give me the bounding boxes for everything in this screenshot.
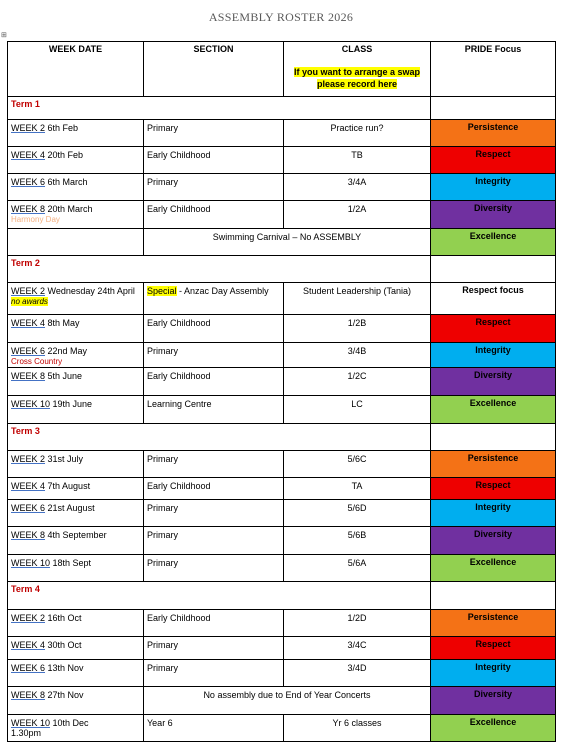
week-label: WEEK 6 bbox=[11, 663, 46, 673]
focus-cell-empty bbox=[431, 424, 556, 451]
table-row bbox=[8, 120, 556, 147]
table-move-handle[interactable]: ⊞ bbox=[1, 32, 7, 39]
table-row bbox=[8, 715, 556, 742]
section-highlight: Special bbox=[147, 286, 177, 296]
date-label: 16th Oct bbox=[47, 613, 82, 623]
date-label: 20th March bbox=[47, 204, 93, 214]
roster-body bbox=[8, 97, 556, 742]
date-label: 6th Feb bbox=[47, 123, 79, 133]
class-cell[interactable]: TA bbox=[284, 478, 431, 500]
date-label: 7th August bbox=[47, 481, 91, 491]
table-row bbox=[8, 174, 556, 201]
section-cell[interactable] bbox=[144, 500, 284, 527]
table-row bbox=[8, 315, 556, 343]
section-cell[interactable] bbox=[144, 610, 284, 637]
section-label: Early Childhood bbox=[147, 613, 211, 623]
class-cell[interactable]: 5/6C bbox=[284, 451, 431, 478]
term-label: Term 4 bbox=[8, 582, 431, 610]
class-cell[interactable]: 5/6B bbox=[284, 527, 431, 555]
week-date-cell[interactable] bbox=[8, 315, 144, 343]
class-cell[interactable]: 5/6A bbox=[284, 555, 431, 582]
class-cell[interactable]: 3/4B bbox=[284, 343, 431, 368]
class-cell[interactable]: Practice run? bbox=[284, 120, 431, 147]
week-label: WEEK 8 bbox=[11, 530, 46, 540]
section-cell[interactable] bbox=[144, 368, 284, 396]
class-cell[interactable]: Yr 6 classes bbox=[284, 715, 431, 742]
focus-cell-empty bbox=[431, 97, 556, 120]
date-label: 27th Nov bbox=[47, 690, 84, 700]
week-date-cell[interactable] bbox=[8, 201, 144, 229]
date-label: 18th Sept bbox=[52, 558, 92, 568]
term-row bbox=[8, 256, 556, 283]
focus-cell-empty bbox=[431, 256, 556, 283]
class-cell[interactable]: LC bbox=[284, 396, 431, 424]
week-date-cell[interactable] bbox=[8, 283, 144, 315]
document-title: ASSEMBLY ROSTER 2026 bbox=[208, 10, 354, 24]
week-date-cell[interactable] bbox=[8, 637, 144, 660]
term-label: Term 1 bbox=[8, 97, 431, 120]
week-label: WEEK 8 bbox=[11, 690, 46, 700]
week-label: WEEK 2 bbox=[11, 454, 46, 464]
table-row bbox=[8, 660, 556, 687]
header-pride-focus: PRIDE Focus bbox=[431, 42, 556, 97]
week-label: WEEK 4 bbox=[11, 318, 46, 328]
week-label: WEEK 8 bbox=[11, 204, 46, 214]
section-cell[interactable] bbox=[144, 147, 284, 174]
table-row bbox=[8, 500, 556, 527]
date-note: Cross Country bbox=[11, 357, 63, 366]
pride-focus-cell: Excellence bbox=[431, 396, 556, 424]
pride-focus-cell: Diversity bbox=[431, 368, 556, 396]
class-cell[interactable]: 1/2D bbox=[284, 610, 431, 637]
section-cell[interactable] bbox=[144, 637, 284, 660]
week-label: WEEK 8 bbox=[11, 371, 46, 381]
pride-focus-cell: Persistence bbox=[431, 451, 556, 478]
pride-focus-cell: Persistence bbox=[431, 610, 556, 637]
class-cell[interactable]: 3/4C bbox=[284, 637, 431, 660]
table-row bbox=[8, 396, 556, 424]
section-cell[interactable] bbox=[144, 555, 284, 582]
pride-focus-cell: Diversity bbox=[431, 201, 556, 229]
section-cell[interactable] bbox=[144, 120, 284, 147]
week-label: WEEK 10 bbox=[11, 558, 51, 568]
section-label: Learning Centre bbox=[147, 399, 212, 409]
table-row bbox=[8, 368, 556, 396]
class-cell[interactable]: 3/4D bbox=[284, 660, 431, 687]
week-date-cell[interactable] bbox=[8, 343, 144, 368]
swap-note: If you want to arrange a swap please record here bbox=[293, 67, 421, 89]
header-week-date: WEEK DATE bbox=[8, 42, 144, 97]
pride-focus-cell: Persistence bbox=[431, 120, 556, 147]
pride-focus-cell: Excellence bbox=[431, 555, 556, 582]
swap-note-wrap bbox=[284, 66, 430, 90]
header-class-label: CLASS bbox=[341, 44, 373, 54]
pride-focus-cell: Integrity bbox=[431, 660, 556, 687]
section-label: Primary bbox=[147, 177, 178, 187]
section-label: Primary bbox=[147, 123, 178, 133]
date-label: 4th September bbox=[47, 530, 107, 540]
table-row bbox=[8, 610, 556, 637]
section-cell[interactable] bbox=[144, 396, 284, 424]
section-cell[interactable] bbox=[144, 201, 284, 229]
section-cell[interactable] bbox=[144, 478, 284, 500]
pride-focus-cell: Diversity bbox=[431, 527, 556, 555]
pride-focus-cell: Integrity bbox=[431, 500, 556, 527]
week-date-cell[interactable] bbox=[8, 555, 144, 582]
week-date-cell[interactable] bbox=[8, 500, 144, 527]
section-cell[interactable] bbox=[144, 527, 284, 555]
table-row bbox=[8, 451, 556, 478]
week-label: WEEK 4 bbox=[11, 481, 46, 491]
section-label: Primary bbox=[147, 346, 178, 356]
week-date-cell[interactable] bbox=[8, 174, 144, 201]
section-cell[interactable] bbox=[144, 283, 284, 315]
date-label: 22nd May bbox=[47, 346, 88, 356]
week-label: WEEK 2 bbox=[11, 123, 46, 133]
table-row bbox=[8, 229, 556, 256]
date-label: 6th March bbox=[47, 177, 88, 187]
table-row bbox=[8, 283, 556, 315]
date-label: 13th Nov bbox=[47, 663, 84, 673]
section-label: Primary bbox=[147, 558, 178, 568]
date-label: 31st July bbox=[47, 454, 84, 464]
week-label: WEEK 6 bbox=[11, 177, 46, 187]
class-cell[interactable]: TB bbox=[284, 147, 431, 174]
class-cell[interactable]: 1/2A bbox=[284, 201, 431, 229]
section-label: Year 6 bbox=[147, 718, 173, 728]
no-assembly-note[interactable]: Swimming Carnival – No ASSEMBLY bbox=[144, 229, 431, 256]
week-label: WEEK 2 bbox=[11, 286, 46, 296]
pride-focus-cell: Respect bbox=[431, 147, 556, 174]
header-row bbox=[8, 42, 556, 97]
week-label: WEEK 10 bbox=[11, 718, 51, 728]
section-label: Early Childhood bbox=[147, 150, 211, 160]
pride-focus-cell: Respect bbox=[431, 478, 556, 500]
week-date-cell[interactable] bbox=[8, 368, 144, 396]
date-label: 5th June bbox=[47, 371, 83, 381]
pride-focus-cell: Respect bbox=[431, 315, 556, 343]
week-date-cell[interactable] bbox=[8, 715, 144, 742]
class-cell[interactable]: Student Leadership (Tania) bbox=[284, 283, 431, 315]
table-row bbox=[8, 555, 556, 582]
section-cell[interactable] bbox=[144, 174, 284, 201]
week-label: WEEK 2 bbox=[11, 613, 46, 623]
section-label: Primary bbox=[147, 663, 178, 673]
class-cell[interactable]: 1/2C bbox=[284, 368, 431, 396]
pride-focus-cell: Excellence bbox=[431, 229, 556, 256]
date-note: Harmony Day bbox=[11, 215, 60, 224]
no-assembly-note[interactable]: No assembly due to End of Year Concerts bbox=[144, 687, 431, 715]
table-row bbox=[8, 147, 556, 174]
week-label: WEEK 6 bbox=[11, 503, 46, 513]
section-cell[interactable] bbox=[144, 343, 284, 368]
date-note: 1.30pm bbox=[11, 728, 42, 738]
week-date-cell[interactable] bbox=[8, 147, 144, 174]
section-label: Primary bbox=[147, 530, 178, 540]
date-label: 21st August bbox=[47, 503, 95, 513]
class-cell[interactable]: 5/6D bbox=[284, 500, 431, 527]
section-label: Primary bbox=[147, 454, 178, 464]
date-note: no awards bbox=[11, 297, 48, 306]
pride-focus-cell: Integrity bbox=[431, 343, 556, 368]
pride-focus-cell: Respect focus bbox=[431, 283, 556, 315]
section-label: Primary bbox=[147, 503, 178, 513]
week-date-cell[interactable] bbox=[8, 451, 144, 478]
week-date-cell[interactable] bbox=[8, 610, 144, 637]
section-label: - Anzac Day Assembly bbox=[179, 286, 269, 296]
pride-focus-cell: Diversity bbox=[431, 687, 556, 715]
table-row bbox=[8, 527, 556, 555]
table-row bbox=[8, 478, 556, 500]
focus-cell-empty bbox=[431, 582, 556, 610]
section-label: Early Childhood bbox=[147, 204, 211, 214]
section-label: Early Childhood bbox=[147, 318, 211, 328]
section-cell[interactable] bbox=[144, 451, 284, 478]
table-row bbox=[8, 201, 556, 229]
section-cell[interactable] bbox=[144, 315, 284, 343]
table-row bbox=[8, 637, 556, 660]
class-cell[interactable]: 1/2B bbox=[284, 315, 431, 343]
week-label: WEEK 4 bbox=[11, 150, 46, 160]
section-label: Primary bbox=[147, 640, 178, 650]
date-label: 10th Dec bbox=[52, 718, 89, 728]
date-label: Wednesday 24th April bbox=[47, 286, 135, 296]
header-class bbox=[284, 42, 431, 97]
week-label: WEEK 4 bbox=[11, 640, 46, 650]
week-date-cell-empty[interactable] bbox=[8, 229, 144, 256]
header-section: SECTION bbox=[144, 42, 284, 97]
week-date-cell[interactable] bbox=[8, 478, 144, 500]
table-row bbox=[8, 687, 556, 715]
week-date-cell[interactable] bbox=[8, 660, 144, 687]
pride-focus-cell: Excellence bbox=[431, 715, 556, 742]
section-cell[interactable] bbox=[144, 715, 284, 742]
week-label: WEEK 10 bbox=[11, 399, 51, 409]
date-label: 19th June bbox=[52, 399, 93, 409]
term-row bbox=[8, 424, 556, 451]
section-label: Early Childhood bbox=[147, 481, 211, 491]
week-date-cell[interactable] bbox=[8, 396, 144, 424]
term-row bbox=[8, 97, 556, 120]
section-cell[interactable] bbox=[144, 660, 284, 687]
table-row bbox=[8, 343, 556, 368]
week-date-cell[interactable] bbox=[8, 687, 144, 715]
date-label: 20th Feb bbox=[47, 150, 84, 160]
class-cell[interactable]: 3/4A bbox=[284, 174, 431, 201]
week-date-cell[interactable] bbox=[8, 527, 144, 555]
term-label: Term 2 bbox=[8, 256, 431, 283]
week-label: WEEK 6 bbox=[11, 346, 46, 356]
roster-table bbox=[7, 41, 556, 742]
date-label: 30th Oct bbox=[47, 640, 82, 650]
week-date-cell[interactable] bbox=[8, 120, 144, 147]
term-label: Term 3 bbox=[8, 424, 431, 451]
pride-focus-cell: Integrity bbox=[431, 174, 556, 201]
term-row bbox=[8, 582, 556, 610]
section-label: Early Childhood bbox=[147, 371, 211, 381]
pride-focus-cell: Respect bbox=[431, 637, 556, 660]
date-label: 8th May bbox=[47, 318, 80, 328]
